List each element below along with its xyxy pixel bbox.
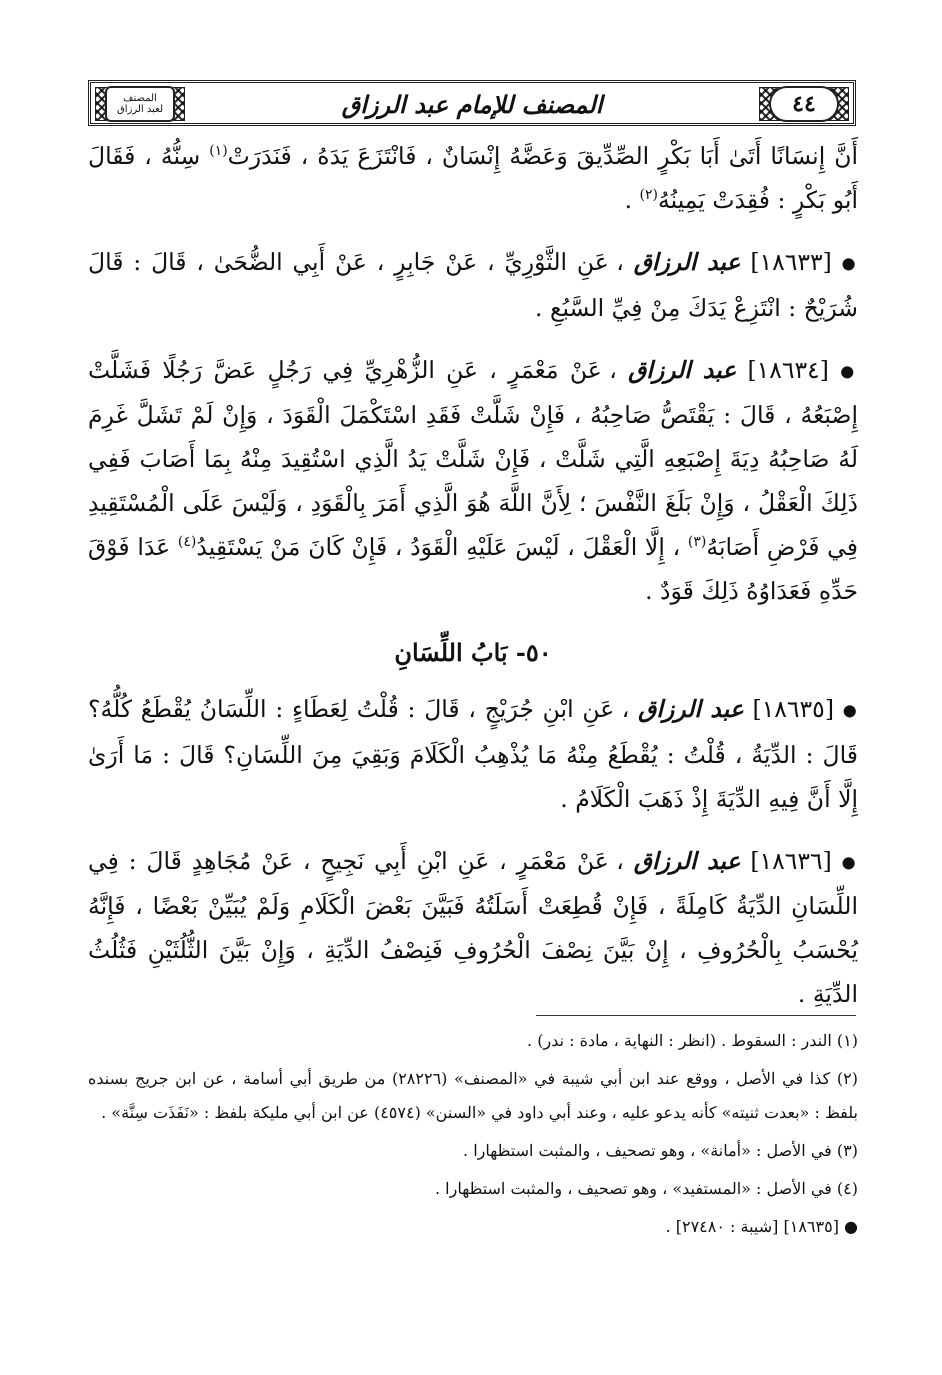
hadith-18635 (88, 687, 858, 821)
footnote-ref-4: (٤) (177, 534, 197, 551)
paragraph-intro: أَنَّ إِنسَانًا أَتَىٰ أَبَا بَكْرٍ الصِّدِّيقَ وَعَضَّهُ إِنْسَانٌ ، فَانْتَزَعَ يَدَهُ ، فَنَدَرَتْ$^{(١)}$ سِنُّهُ ، فَقَالَ أَبُو بَكْرٍ : فُقِدَتْ يَمِينُهُ$^{(٢)}$ . (88, 142, 858, 214)
hadith-number: [١٨٦٣٥] (752, 695, 834, 723)
footnote-divider (536, 1015, 856, 1016)
footnote-5: ● [١٨٦٣٥] [شيبة : ٢٧٤٨٠] . (665, 1217, 858, 1236)
main-text (88, 134, 858, 1034)
narrator-name: عبد الرزاق (628, 355, 737, 384)
footnote-1: (١) الندر : السقوط . (انظر : النهاية ، مادة : ندر) . (527, 1031, 858, 1050)
page-number: ٤٤ (769, 86, 839, 122)
narrator-name: عبد الرزاق (638, 695, 744, 723)
section-title: ٥٠- بَابُ اللِّسَانِ (394, 638, 552, 667)
hadith-18633 (88, 240, 858, 330)
hadith-18636 (88, 839, 858, 1017)
narrator-name: عبد الرزاق (633, 248, 741, 276)
hadith-number: [١٨٦٣٦] (750, 846, 832, 875)
logo-line-2: لعبد الرزاق (116, 104, 164, 115)
bullet-icon: ● (838, 1217, 858, 1236)
footnote-ref-1: (١) (209, 143, 228, 160)
footnotes (88, 1024, 858, 1248)
bullet-icon: ● (842, 700, 858, 720)
book-logo (105, 86, 175, 122)
hadith-text: ، عَنْ مَعْمَرٍ ، عَنِ الزُّهْرِيِّ فِي رَجُلٍ عَضَّ رَجُلًا فَشَلَّتْ إِصْبَعُهُ ، قَالَ : يَقْتَصُّ صَاحِبُهُ ، فَإِنْ شَلَّتْ فَقَدِ اسْتَكْمَلَ الْقَوَدَ ، وَإِنْ لَمْ تَشَلَّ غَرِمَ لَهُ صَاحِبُهُ دِيَةَ إِصْبَعِهِ الَّتِي شَلَّتْ ، فَإِنْ شَلَّتْ يَدُ الَّذِي اسْتُقِيدَ مِنْهُ بِمَا أَصَابَ فَفِي ذَلِكَ الْعَقْلُ ، وَإِنْ بَلَغَ النَّفْسَ ؛ لِأَنَّ اللَّهَ هُوَ الَّذِي أَمَرَ بِالْقَوَدِ ، وَلَيْسَ عَلَى الْمُسْتَقِيدِ فِي فَرْضِ أَصَابَهُ (88, 355, 858, 561)
bullet-icon: ● (841, 852, 858, 871)
hadith-text: ، عَنِ ابْنِ جُرَيْجٍ ، قَالَ : قُلْتُ لِعَطَاءٍ : اللِّسَانُ يُقْطَعُ كُلُّهُ؟ قَالَ : الدِّيَةُ ، قُلْتُ : يُقْطَعُ مِنْهُ مَا يُذْهِبُ الْكَلَامَ وَبَقِيَ مِنَ اللِّسَانِ؟ قَالَ : مَا أَرَىٰ إِلَّا أَنَّ فِيهِ الدِّيَةَ إِذْ ذَهَبَ الْكَلَامُ . (88, 695, 858, 813)
hadith-number: [١٨٦٣٤] (747, 355, 829, 384)
footnote-2: (٢) كذا في الأصل ، ووقع عند ابن أبي شيبة في «المصنف» (٢٨٢٢٦) من طريق أبي أسامة ، عن ابن جريج بسنده بلفظ : «بعدت ثنيته» كأنه يدعو عليه ، وعند أبي داود في «السنن» (٤٥٧٤) عن ابن أبي مليكة بلفظ : «نَفَذَت سِنَّة» . (88, 1069, 858, 1122)
logo-line-1: المصنف (123, 93, 157, 104)
narrator-name: عبد الرزاق (633, 846, 741, 875)
footnote-ref-3: (٣) (687, 534, 707, 551)
footnote-ref-2: (٢) (639, 187, 659, 204)
hadith-18634: ● [١٨٦٣٤] عبد الرزاق ، عَنْ مَعْمَرٍ ، عَنِ الزُّهْرِيِّ فِي رَجُلٍ عَضَّ رَجُلًا فَشَلَّتْ إِصْبَعُهُ ، قَالَ : يَقْتَصُّ صَاحِبُهُ ، فَإِنْ شَلَّتْ فَقَدِ اسْتَكْمَلَ الْقَوَدَ ، وَإِنْ لَمْ تَشَلَّ غَرِمَ لَهُ صَاحِبُهُ دِيَةَ إِصْبَعِهِ الَّتِي شَلَّتْ ، فَإِنْ شَلَّتْ يَدُ الَّذِي اسْتُقِيدَ مِنْهُ بِمَا أَصَابَ فَفِي ذَلِكَ الْعَقْلُ ، وَإِنْ بَلَغَ النَّفْسَ ؛ لِأَنَّ اللَّهَ هُوَ الَّذِي أَمَرَ بِالْقَوَدِ ، وَلَيْسَ عَلَى الْمُسْتَقِيدِ فِي فَرْضِ أَصَابَهُ$^{(٣)}$ ، إِلَّا الْعَقْلَ ، لَيْسَ عَلَيْهِ الْقَوَدُ ، فَإِنْ كَانَ مَنْ يَسْتَقِيدُ$^{(٤)}$ عَدَا فَوْقَ حَدِّهِ فَعَدَاوُهُ ذَلِكَ قَوَدٌ . (88, 355, 858, 605)
hadith-text: ، عَنِ الثَّوْرِيِّ ، عَنْ جَابِرٍ ، عَنْ أَبِي الضُّحَىٰ ، قَالَ : قَالَ شُرَيْحٌ : انْتَزِعْ يَدَكَ مِنْ فِيِّ السَّبُعِ . (88, 248, 858, 322)
running-title: المصنف للإمام عبد الرزاق (341, 89, 603, 119)
bullet-icon: ● (840, 361, 858, 380)
bullet-icon: ● (841, 253, 858, 273)
footnote-3: (٣) في الأصل : «أمانة» ، وهو تصحيف ، والمثبت استظهارا . (463, 1141, 858, 1160)
hadith-text: ، عَنْ مَعْمَرٍ ، عَنِ ابْنِ أَبِي نَجِيحٍ ، عَنْ مُجَاهِدٍ قَالَ : فِي اللِّسَانِ الدِّيَةُ كَامِلَةً ، فَإِنْ قُطِعَتْ أَسَلَتُهُ فَبَيَّنَ بَعْضَ الْكَلَامِ وَلَمْ يُبَيِّنْ بَعْضًا ، فَإِنَّهُ يُحْسَبُ بِالْحُرُوفِ ، إِنْ بَيَّنَ نِصْفَ الْحُرُوفِ فَنِصْفُ الدِّيَةِ ، وَإِنْ بَيَّنَ الثُّلُثَيْنِ فَثُلُثُ الدِّيَةِ . (88, 846, 858, 1008)
page-header (88, 80, 856, 126)
footnote-4: (٤) في الأصل : «المستفيد» ، وهو تصحيف ، والمثبت استظهارا . (434, 1179, 858, 1198)
hadith-number: [١٨٦٣٣] (750, 248, 832, 276)
